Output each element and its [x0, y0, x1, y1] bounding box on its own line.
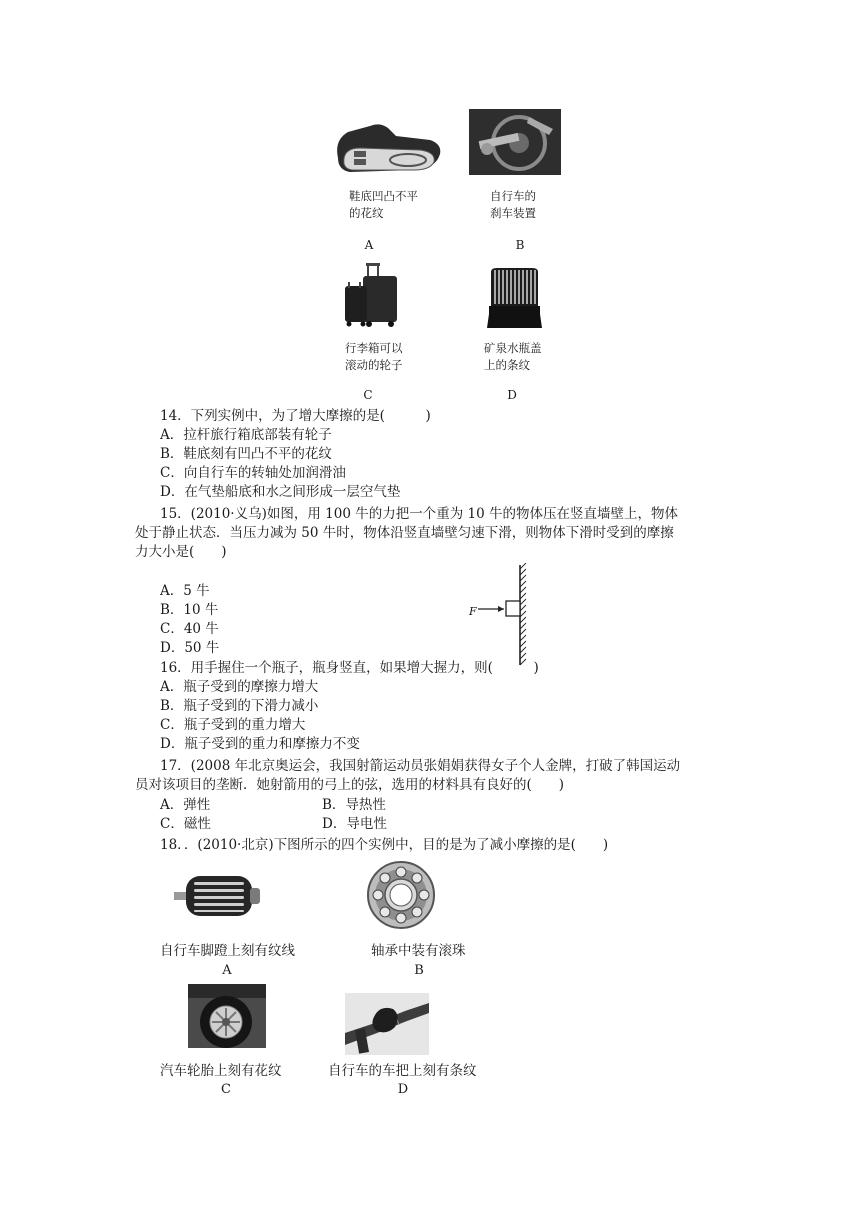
q15-option-c: C．40 牛 — [160, 621, 219, 637]
q18-caption-d: 自行车的车把上刻有条纹 — [328, 1063, 477, 1079]
fig13-photo-c — [339, 262, 401, 328]
bottle-cap-icon — [487, 266, 542, 328]
q16-option-b: B．瓶子受到的下滑力减小 — [160, 698, 319, 714]
q18-photo-d — [345, 993, 429, 1055]
q17-line-1: 17．(2008 年北京奥运会，我国射箭运动员张娟娟获得女子个人金牌，打破了韩国运动 — [160, 758, 681, 774]
q18-label-b: B — [414, 963, 424, 978]
fig13-caption-d: 矿泉水瓶盖 上的条纹 — [484, 341, 542, 372]
q16-option-c: C．瓶子受到的重力增大 — [160, 717, 306, 733]
fig13-caption-a: 鞋底凹凸不平 的花纹 — [349, 189, 418, 220]
q18-stem: 18．．(2010·北京)下图所示的四个实例中，目的是为了减小摩擦的是( ) — [160, 837, 609, 853]
q14-option-d: D．在气垫船底和水之间形成一层空气垫 — [160, 484, 401, 500]
q18-photo-c — [188, 984, 266, 1048]
q16-stem: 16．用手握住一个瓶子，瓶身竖直，如果增大握力，则( ) — [160, 660, 539, 676]
q17-option-d: D．导电性 — [322, 816, 387, 832]
q18-caption-c: 汽车轮胎上刻有花纹 — [160, 1063, 282, 1079]
bike-handlebar-icon — [345, 993, 429, 1055]
q15-line-3: 力大小是( ) — [135, 544, 227, 560]
fig13-photo-b — [469, 109, 561, 175]
bike-pedal-icon — [172, 868, 264, 924]
q15-figure — [464, 563, 536, 667]
q15-option-a: A．5 牛 — [160, 583, 210, 599]
fig13-label-a: A — [364, 238, 374, 252]
q17-option-a: A．弹性 — [160, 797, 211, 813]
q18-label-d: D — [397, 1082, 409, 1097]
fig13-label-b: B — [515, 238, 525, 252]
shoe-sole-icon — [330, 118, 446, 178]
q17-option-c: C．磁性 — [160, 816, 211, 832]
q14-option-b: B．鞋底刻有凹凸不平的花纹 — [160, 446, 332, 462]
q15-option-b: B．10 牛 — [160, 602, 219, 618]
luggage-icon — [339, 262, 401, 328]
force-label-f: F — [469, 605, 477, 618]
q16-option-a: A．瓶子受到的摩擦力增大 — [160, 679, 319, 695]
fig13-caption-c: 行李箱可以 滚动的轮子 — [345, 341, 403, 372]
fig13-photo-a — [330, 118, 446, 178]
q14-option-c: C．向自行车的转轴处加润滑油 — [160, 465, 346, 481]
ball-bearing-icon — [366, 858, 436, 932]
car-tire-icon — [188, 984, 266, 1048]
q18-photo-b — [366, 858, 436, 932]
q15-option-d: D．50 牛 — [160, 640, 220, 656]
bicycle-brake-icon — [469, 109, 561, 175]
q18-caption-b: 轴承中装有滚珠 — [371, 943, 466, 959]
fig13-caption-b: 自行车的 刹车装置 — [490, 189, 536, 220]
q18-caption-a: 自行车脚蹬上刻有纹线 — [160, 943, 295, 959]
q17-option-b: B．导热性 — [322, 797, 386, 813]
q18-label-c: C — [221, 1082, 231, 1097]
q18-photo-a — [172, 868, 264, 924]
q18-label-a: A — [222, 963, 232, 978]
q15-line-1: 15．(2010·义乌)如图，用 100 牛的力把一个重为 10 牛的物体压在竖直墙壁上，物体 — [160, 506, 678, 522]
q14-option-a: A．拉杆旅行箱底部装有轮子 — [160, 427, 332, 443]
fig13-label-c: C — [363, 388, 373, 402]
q16-option-d: D．瓶子受到的重力和摩擦力不变 — [160, 736, 360, 752]
fig13-label-d: D — [507, 388, 517, 402]
q15-line-2: 处于静止状态．当压力减为 50 牛时，物体沿竖直墙壁匀速下滑，则物体下滑时受到的摩擦 — [135, 525, 674, 541]
q17-line-2: 员对该项目的垄断．她射箭用的弓上的弦，选用的材料具有良好的( ) — [135, 777, 565, 793]
fig13-photo-d — [487, 266, 542, 328]
q14-stem: 14．下列实例中，为了增大摩擦的是( ) — [160, 408, 431, 424]
